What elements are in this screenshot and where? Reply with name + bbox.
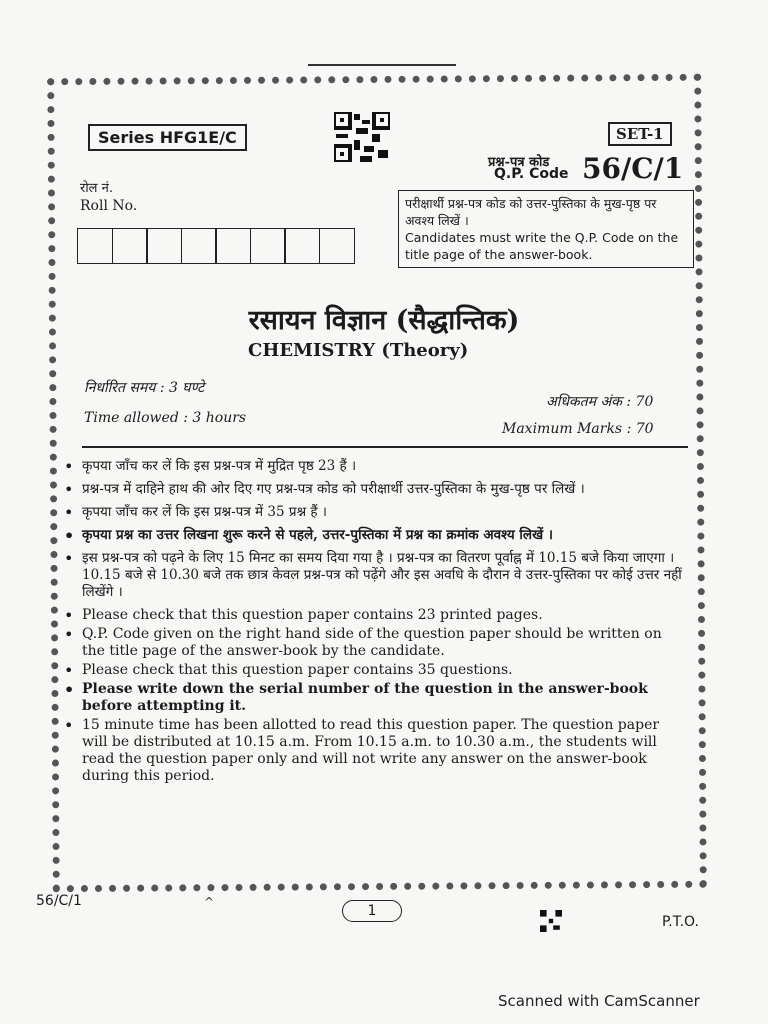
instruction-item: • Please check that this question paper contains 35 questions. (62, 662, 684, 679)
roll-label: Roll No. (80, 198, 138, 214)
scanner-watermark: Scanned with CamScanner (498, 992, 700, 1010)
instruction-item: • Q.P. Code given on the right hand side of the question paper should be written on the title page of the answer-book by the candidate. (62, 626, 684, 660)
top-rule (308, 64, 456, 66)
qp-code-value: 56/C/1 (582, 152, 684, 185)
instruction-item: • प्रश्न-पत्र में दाहिने हाथ की ओर दिए गए प्रश्न-पत्र कोड को परीक्षार्थी उत्तर-पुस्तिका के मुख-पृष्ठ पर लिखें । (62, 481, 684, 498)
roll-digit-box[interactable] (77, 228, 113, 264)
qr-code-small-icon (540, 910, 562, 932)
instruction-item: • 15 minute time has been allotted to read this question paper. The question paper will be distributed at 10.15 a.m. From 10.15 a.m. to 10.30 a.m., the students will read the question paper only and will not write any answer on the answer-book during this period. (62, 717, 684, 785)
qp-code-notice (398, 190, 694, 268)
qp-code-label-hindi: प्रश्न-पत्र कोड (488, 155, 550, 170)
header-divider (82, 446, 688, 448)
instructions-list (62, 458, 684, 787)
instruction-item: • Please check that this question paper contains 23 printed pages. (62, 607, 684, 624)
maximum-marks-hindi: अधिकतम अंक : 70 (546, 394, 654, 410)
roll-digit-box[interactable] (250, 228, 286, 264)
set-label: SET-1 (608, 122, 672, 146)
instruction-item: • Please write down the serial number of the question in the answer-book before attempting it. (62, 681, 684, 715)
time-allowed-hindi: निर्धारित समय : 3 घण्टे (84, 380, 205, 396)
time-allowed: Time allowed : 3 hours (84, 410, 247, 426)
instruction-item: • इस प्रश्न-पत्र को पढ़ने के लिए 15 मिनट का समय दिया गया है । प्रश्न-पत्र का वितरण पूर्वाह्न में 10.15 बजे किया जाएगा । 10.15 बजे से 10.30 बजे तक छात्र केवल प्रश्न-पत्र को पढ़ेंगे और इस अवधि के दौरान वे उत्तर-पुस्तिका पर कोई उत्तर नहीं लिखेंगे । (62, 550, 684, 601)
qr-code-icon (334, 112, 390, 162)
caret-mark: ^ (204, 895, 215, 909)
qp-code-label: Q.P. Code (494, 166, 569, 182)
pto-label: P.T.O. (662, 914, 699, 930)
roll-digit-box[interactable] (112, 228, 148, 264)
series-label: Series HFG1E/C (88, 124, 247, 151)
notice-english: Candidates must write the Q.P. Code on the title page of the answer-book. (405, 230, 679, 262)
roll-digit-box[interactable] (146, 228, 182, 264)
instruction-item: • कृपया जाँच कर लें कि इस प्रश्न-पत्र में मुद्रित पृष्ठ 23 हैं । (62, 458, 684, 475)
subject-title: CHEMISTRY (Theory) (248, 340, 469, 361)
footer-qp-code: 56/C/1 (36, 893, 82, 909)
roll-digit-box[interactable] (284, 228, 320, 264)
subject-title-hindi: रसायन विज्ञान (सैद्धान्तिक) (248, 305, 520, 336)
instruction-item: • कृपया प्रश्न का उत्तर लिखना शुरू करने से पहले, उत्तर-पुस्तिका में प्रश्न का क्रमांक अवश्य लिखें । (62, 527, 684, 544)
notice-hindi: परीक्षार्थी प्रश्न-पत्र कोड को उत्तर-पुस्तिका के मुख-पृष्ठ पर अवश्य लिखें । (405, 196, 657, 228)
maximum-marks: Maximum Marks : 70 (502, 421, 654, 437)
instruction-item: • कृपया जाँच कर लें कि इस प्रश्न-पत्र में 35 प्रश्न हैं । (62, 504, 684, 521)
roll-digit-box[interactable] (181, 228, 217, 264)
page-number: 1 (342, 900, 402, 922)
roll-number-boxes (77, 228, 353, 264)
roll-digit-box[interactable] (215, 228, 251, 264)
roll-digit-box[interactable] (319, 228, 355, 264)
roll-label-hindi: रोल नं. (80, 181, 113, 196)
